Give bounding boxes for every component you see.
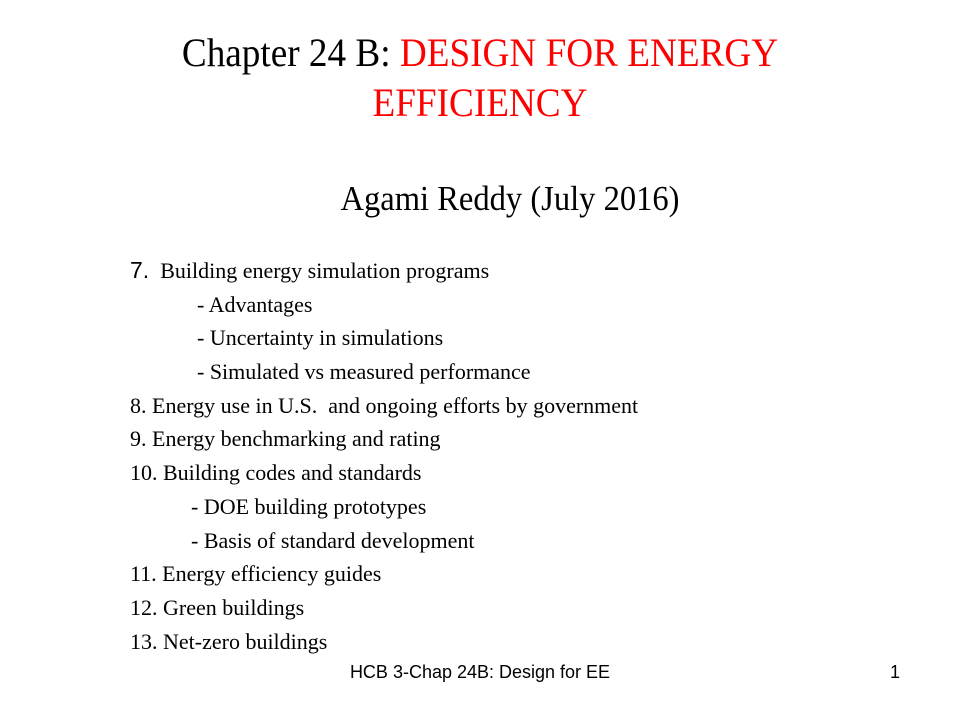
outline-subitem: - Advantages bbox=[197, 291, 313, 317]
outline-item-12: 12. Green buildings bbox=[130, 594, 305, 620]
outline-subitem: - Uncertainty in simulations bbox=[197, 325, 444, 351]
outline-item-11: 11. Energy efficiency guides bbox=[130, 561, 382, 587]
slide-number: 1 bbox=[889, 662, 900, 682]
outline-item-13: 13. Net-zero buildings bbox=[130, 628, 328, 654]
outline-item-7 bbox=[130, 254, 890, 288]
title-accent: DESIGN FOR ENERGY EFFICIENCY bbox=[372, 30, 779, 125]
author-line: Agami Reddy (July 2016) bbox=[340, 179, 680, 218]
outline-item-10: 10. Building codes and standards bbox=[130, 460, 422, 486]
chapter-outline bbox=[130, 254, 890, 658]
outline-subitem: - Simulated vs measured performance bbox=[197, 359, 531, 385]
slide-footer: HCB 3-Chap 24B: Design for EE bbox=[349, 662, 611, 682]
slide-title bbox=[108, 28, 852, 128]
title-prefix: Chapter 24 B: bbox=[181, 30, 400, 75]
outline-item-7-number: 7. bbox=[130, 257, 150, 283]
outline-item-7-text: Building energy simulation programs bbox=[149, 258, 490, 283]
outline-subitem: - Basis of standard development bbox=[191, 527, 475, 553]
outline-subitem: - DOE building prototypes bbox=[191, 493, 427, 519]
outline-item-9: 9. Energy benchmarking and rating bbox=[130, 426, 441, 452]
outline-item-8: 8. Energy use in U.S. and ongoing efforts by government bbox=[130, 392, 639, 418]
